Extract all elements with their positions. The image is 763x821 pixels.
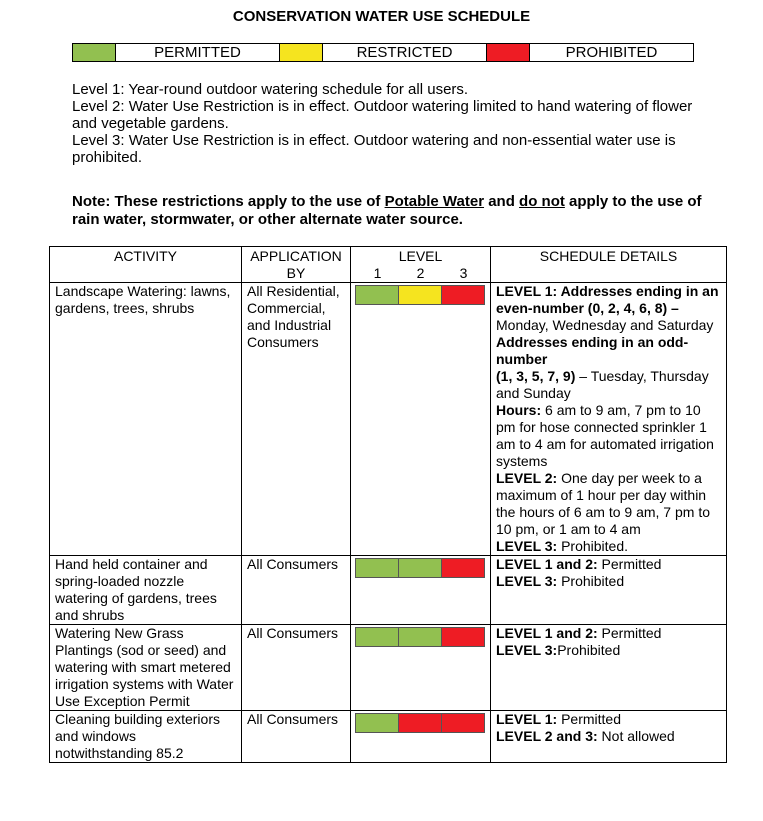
details-text: Not allowed	[597, 728, 675, 744]
details-cell	[491, 625, 727, 711]
header-level-label: LEVEL	[398, 248, 443, 264]
details-text: Permitted	[557, 711, 622, 727]
table-row	[50, 283, 727, 556]
details-line	[496, 470, 721, 538]
level-cell	[351, 711, 491, 763]
details-line	[496, 711, 721, 728]
legend-label-permitted: PERMITTED	[116, 44, 280, 61]
level-color-bar	[355, 627, 485, 647]
details-text: Monday, Wednesday and Saturday	[496, 317, 714, 333]
level-1-swatch-permitted	[356, 714, 399, 732]
level-2-swatch-restricted	[399, 286, 442, 304]
application-cell: All Consumers	[242, 711, 351, 763]
level-cell	[351, 625, 491, 711]
level-1-swatch-permitted	[356, 628, 399, 646]
legend-label-prohibited: PROHIBITED	[565, 44, 658, 61]
level-3-swatch-prohibited	[442, 628, 484, 646]
header-activity: ACTIVITY	[50, 247, 242, 283]
note-underline-potable: Potable Water	[384, 193, 485, 210]
details-text: Prohibited.	[557, 538, 629, 554]
legend-swatch-restricted	[280, 44, 323, 61]
header-level-2: 2	[416, 265, 425, 281]
details-line	[496, 573, 721, 590]
details-text: – Tuesday, Thursday and Sunday	[496, 368, 709, 401]
level-descriptions	[72, 81, 712, 166]
note-text-3: apply to the use of rain water, stormwater, or other alternate water source.	[72, 193, 702, 228]
details-line	[496, 538, 721, 555]
level-3-swatch-prohibited	[442, 286, 484, 304]
details-text: Prohibited	[557, 642, 621, 658]
activity-cell: Watering New Grass Plantings (sod or seed) and watering with smart metered irrigation systems with Water Use Exception Permit	[50, 625, 242, 711]
details-bold-text: LEVEL 1 and 2:	[496, 625, 598, 641]
level-color-bar	[355, 558, 485, 578]
level-3-swatch-prohibited	[442, 559, 484, 577]
details-bold-text: LEVEL 3:	[496, 538, 558, 554]
schedule-table	[49, 246, 727, 763]
legend-swatch-prohibited	[487, 44, 530, 61]
activity-cell: Cleaning building exteriors and windows notwithstanding 85.2	[50, 711, 242, 763]
note-underline-do-not: do not	[519, 193, 565, 210]
application-cell: All Consumers	[242, 625, 351, 711]
legend-swatch-permitted	[73, 44, 116, 61]
details-bold-text: Hours:	[496, 402, 542, 418]
details-line	[496, 556, 721, 573]
details-bold-text: LEVEL 2 and 3:	[496, 728, 598, 744]
note-text-1: Note: These restrictions apply to the use of	[72, 193, 385, 210]
level-cell	[351, 556, 491, 625]
details-bold-text: LEVEL 1:	[496, 711, 558, 727]
details-text: Permitted	[597, 556, 662, 572]
level-cell	[351, 283, 491, 556]
details-line	[496, 334, 721, 368]
details-bold-text: LEVEL 3:	[496, 573, 558, 589]
level-1-swatch-permitted	[356, 559, 399, 577]
application-cell: All Consumers	[242, 556, 351, 625]
level-3-swatch-prohibited	[442, 714, 484, 732]
details-text: One day per week to a maximum of 1 hour per day within the hours of 6 am to 9 am, 7 pm to 10 pm, or 1 am to 4 am	[496, 470, 710, 537]
details-cell	[491, 556, 727, 625]
note-paragraph	[72, 193, 712, 229]
table-row	[50, 625, 727, 711]
details-line	[496, 625, 721, 642]
details-bold-text: LEVEL 3:	[496, 642, 558, 658]
details-line	[496, 368, 721, 402]
page-title: CONSERVATION WATER USE SCHEDULE	[232, 8, 531, 25]
level-color-bar	[355, 285, 485, 305]
header-level-3: 3	[459, 265, 468, 281]
details-text: 6 am to 9 am, 7 pm to 10 pm for hose connected sprinkler 1 am to 4 am for automated irrigation systems	[496, 402, 714, 469]
details-line	[496, 402, 721, 470]
details-bold-text: LEVEL 2:	[496, 470, 558, 486]
legend-label-restricted: RESTRICTED	[323, 44, 487, 61]
note-text-2: and	[484, 193, 520, 210]
activity-cell: Landscape Watering: lawns, gardens, trees, shrubs	[50, 283, 242, 556]
level-2-swatch-permitted	[399, 559, 442, 577]
level-2-description: Level 2: Water Use Restriction is in effect. Outdoor watering limited to hand watering of flower and vegetable gardens.	[72, 98, 693, 132]
level-3-description: Level 3: Water Use Restriction is in effect. Outdoor watering and non-essential water use is prohibited.	[72, 132, 676, 166]
legend-bar	[72, 43, 694, 62]
level-color-bar	[355, 713, 485, 733]
details-text: Permitted	[597, 625, 662, 641]
details-cell	[491, 283, 727, 556]
level-2-swatch-prohibited	[399, 714, 442, 732]
header-level	[351, 247, 491, 283]
level-1-swatch-permitted	[356, 286, 399, 304]
details-line	[496, 283, 721, 334]
details-line	[496, 728, 721, 745]
activity-cell: Hand held container and spring-loaded nozzle watering of gardens, trees and shrubs	[50, 556, 242, 625]
details-bold-text: (1, 3, 5, 7, 9)	[496, 368, 576, 384]
details-bold-text: Addresses ending in an odd-number	[496, 334, 689, 367]
details-line	[496, 642, 721, 659]
table-header-row	[50, 247, 727, 283]
table-row	[50, 711, 727, 763]
level-1-description: Level 1: Year-round outdoor watering schedule for all users.	[72, 81, 469, 98]
details-text: Prohibited	[557, 573, 625, 589]
table-row	[50, 556, 727, 625]
details-bold-text: LEVEL 1 and 2:	[496, 556, 598, 572]
header-application: APPLICATION BY	[242, 247, 351, 283]
details-cell	[491, 711, 727, 763]
header-level-1: 1	[373, 265, 382, 281]
header-details: SCHEDULE DETAILS	[491, 247, 727, 283]
application-cell: All Residential, Commercial, and Industrial Consumers	[242, 283, 351, 556]
level-2-swatch-permitted	[399, 628, 442, 646]
details-bold-text: LEVEL 1: Addresses ending in an even-number (0, 2, 4, 6, 8) –	[496, 283, 719, 316]
header-level-numbers	[356, 265, 485, 282]
